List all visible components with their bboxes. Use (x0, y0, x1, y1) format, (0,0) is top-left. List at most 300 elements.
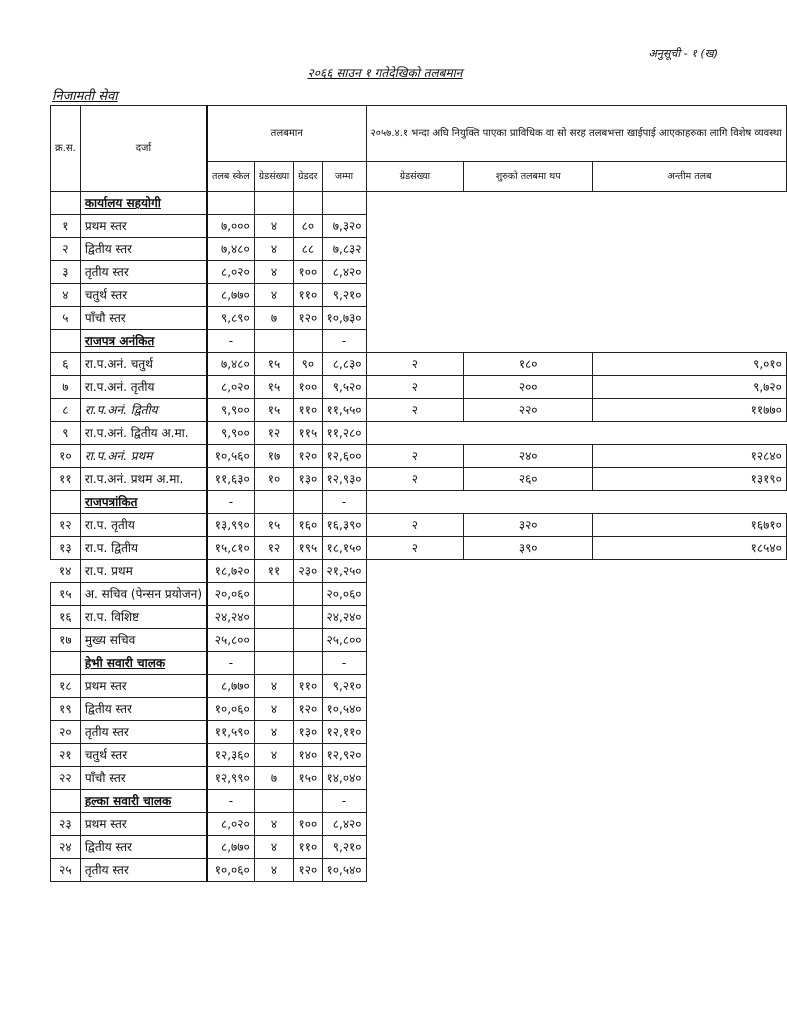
sp-add-cell: २४० (464, 445, 593, 468)
sp-final-cell: ९,०१० (593, 353, 787, 376)
scale-cell: ८,७७० (207, 836, 254, 859)
sn-cell: १४ (58, 564, 72, 578)
scale-cell: ८,७७० (207, 284, 254, 307)
empty-cell (366, 721, 464, 744)
scale-cell: - (207, 491, 254, 514)
empty-cell (366, 606, 464, 629)
empty-cell (464, 560, 593, 583)
section-row (51, 652, 787, 675)
grade-count-cell: ७ (254, 767, 293, 790)
sp-final-cell: ९,७२० (593, 376, 787, 399)
empty-cell (464, 422, 593, 445)
rank-cell: प्रथम स्तर (80, 675, 207, 698)
grade-count-cell: ४ (254, 215, 293, 238)
empty-cell (464, 836, 593, 859)
total-cell: ८,४२० (322, 261, 366, 284)
grade-count-cell: ४ (254, 698, 293, 721)
table-row (51, 284, 787, 307)
empty-cell (593, 215, 787, 238)
sn-cell: १८ (51, 675, 81, 698)
scale-cell: १८,७२० (207, 560, 254, 583)
scale-cell: ७,४८० (207, 353, 254, 376)
grade-rate-cell: १२० (294, 445, 322, 468)
empty-cell (366, 767, 464, 790)
scale-cell: २०,०६० (207, 583, 254, 606)
empty-cell (464, 261, 593, 284)
empty-cell (366, 813, 464, 836)
scale-cell: १५,८१० (207, 537, 254, 560)
grade-rate-cell: १२० (294, 307, 322, 330)
rank-cell: रा.प.अनं. द्वितीय अ.मा. (80, 422, 207, 445)
sn-cell: ६ (51, 353, 81, 376)
grade-rate-cell: १६० (294, 514, 322, 537)
total-cell: ९,२१० (322, 675, 366, 698)
grade-count-cell: ४ (254, 238, 293, 261)
table-row (51, 422, 787, 445)
rank-cell: रा.प.अनं. चतुर्थ (80, 353, 207, 376)
rank-cell: द्वितीय स्तर (80, 836, 207, 859)
sn-cell (51, 192, 81, 215)
empty-cell (464, 606, 593, 629)
empty-cell (593, 836, 787, 859)
annex-label: अनुसूची - १ (ख) (648, 47, 718, 60)
table-row (51, 698, 787, 721)
sp-grade-count-cell: २ (366, 399, 464, 422)
table-row (51, 215, 787, 238)
total-cell: ८,८३० (322, 353, 366, 376)
table-row (51, 376, 787, 399)
empty-cell (593, 560, 787, 583)
grade-count-cell (254, 629, 293, 652)
empty-cell (593, 330, 787, 353)
salary-table (50, 105, 787, 882)
empty-cell (593, 652, 787, 675)
table-row (51, 468, 787, 491)
section-title-cell (80, 652, 207, 675)
empty-cell (366, 284, 464, 307)
sp-add-cell: २६० (464, 468, 593, 491)
section-title-cell (80, 330, 207, 353)
grade-rate-cell (294, 629, 322, 652)
section-row (51, 330, 787, 353)
table-row (51, 813, 787, 836)
sn-cell: १३ (51, 537, 81, 560)
grade-count-cell: १२ (254, 422, 293, 445)
empty-cell (593, 606, 787, 629)
total-cell: १८,१५० (322, 537, 366, 560)
scale-cell: ७,००० (207, 215, 254, 238)
sp-final-cell: ११७७० (593, 399, 787, 422)
rank-cell: अ. सचिव (पेन्सन प्रयोजन) (80, 583, 207, 606)
sn-cell (51, 491, 81, 514)
scale-cell: ८,७७० (207, 675, 254, 698)
empty-cell (593, 790, 787, 813)
header-sp-grade-count: ग्रेडसंख्या (366, 162, 464, 192)
sp-add-cell: १८० (464, 353, 593, 376)
section-title: हेभी सवारी चालक (84, 656, 166, 670)
sn-cell: २२ (51, 767, 81, 790)
grade-count-cell: १५ (254, 353, 293, 376)
scale-cell: १०,५६० (207, 445, 254, 468)
grade-count-cell: ४ (254, 813, 293, 836)
scale-cell: - (207, 330, 254, 353)
empty-cell (366, 583, 464, 606)
rank-cell: द्वितीय स्तर (80, 238, 207, 261)
grade-rate-cell: ८८ (294, 238, 322, 261)
empty-cell (593, 583, 787, 606)
service-heading: निजामती सेवा (52, 89, 118, 104)
scale-cell: ९,९०० (207, 399, 254, 422)
sn-cell: २५ (51, 859, 81, 882)
sn-cell: ७ (51, 376, 81, 399)
scale-cell: ८,०२० (207, 261, 254, 284)
grade-count-cell: ४ (254, 721, 293, 744)
empty-cell (464, 284, 593, 307)
sn-cell: २० (51, 721, 81, 744)
sn-cell: ११ (51, 468, 81, 491)
empty-cell (593, 307, 787, 330)
section-row (51, 790, 787, 813)
header-salary-group: तलबमान (207, 106, 366, 162)
sn-cell: १२ (51, 514, 81, 537)
total-cell: ९,५२० (322, 376, 366, 399)
sn-cell: १७ (51, 629, 81, 652)
sn-cell (51, 790, 81, 813)
empty-cell (593, 491, 787, 514)
rank-cell: रा.प. विशिष्ट (80, 606, 207, 629)
empty-cell (593, 422, 787, 445)
grade-count-cell: ४ (254, 284, 293, 307)
table-row (51, 836, 787, 859)
total-cell (322, 192, 366, 215)
header-total: जम्मा (322, 162, 366, 192)
total-cell: ९,२१० (322, 836, 366, 859)
sp-final-cell: १६७१० (593, 514, 787, 537)
grade-count-cell: ४ (254, 744, 293, 767)
grade-rate-cell: १४० (294, 744, 322, 767)
sn-cell: १६ (51, 606, 81, 629)
header-rank: दर्जा (80, 106, 207, 192)
section-row (51, 491, 787, 514)
empty-cell (366, 744, 464, 767)
empty-cell (464, 192, 593, 215)
empty-cell (593, 675, 787, 698)
total-cell: १४,०४० (322, 767, 366, 790)
scale-cell: २४,२४० (207, 606, 254, 629)
total-cell: २४,२४० (322, 606, 366, 629)
scale-cell (207, 192, 254, 215)
header-sp-add: शुरुको तलबमा थप (464, 162, 593, 192)
grade-count-cell: १२ (254, 537, 293, 560)
scale-cell: ९,८९० (207, 307, 254, 330)
empty-cell (464, 215, 593, 238)
total-cell: २५,८०० (322, 629, 366, 652)
empty-cell (366, 307, 464, 330)
sn-cell: १५ (51, 583, 81, 606)
empty-cell (464, 859, 593, 882)
scale-cell: १०,०६० (207, 698, 254, 721)
table-row (51, 399, 787, 422)
grade-count-cell: ४ (254, 836, 293, 859)
sn-cell: १ (51, 215, 81, 238)
total-cell: १६,३९० (322, 514, 366, 537)
grade-count-cell (254, 790, 293, 813)
grade-rate-cell: ११५ (294, 422, 322, 445)
grade-rate-cell: ११० (294, 284, 322, 307)
section-title: हल्का सवारी चालक (84, 794, 172, 808)
sn-cell: २१ (51, 744, 81, 767)
grade-rate-cell: ११० (294, 836, 322, 859)
empty-cell (464, 698, 593, 721)
grade-count-cell (254, 192, 293, 215)
empty-cell (593, 629, 787, 652)
grade-count-cell: ११ (254, 560, 293, 583)
document-title: २०६६ साउन १ गतेदेखिको तलबमान (307, 66, 463, 80)
grade-rate-cell: १३० (294, 468, 322, 491)
sn-cell: २४ (51, 836, 81, 859)
scale-cell: - (207, 652, 254, 675)
sn-cell (51, 330, 81, 353)
sn-cell: २३ (51, 813, 81, 836)
rank-cell: प्रथम स्तर (80, 215, 207, 238)
grade-rate-cell: ११० (294, 399, 322, 422)
sn-cell: १९ (51, 698, 81, 721)
grade-rate-cell: १२० (294, 859, 322, 882)
rank-cell: चतुर्थ स्तर (80, 744, 207, 767)
scale-cell: १३,९९० (207, 514, 254, 537)
empty-cell (593, 767, 787, 790)
grade-rate-cell (294, 583, 322, 606)
rank-cell: रा.प. तृतीय (80, 514, 207, 537)
table-row (51, 261, 787, 284)
rank-cell: मुख्य सचिव (80, 629, 207, 652)
sp-grade-count-cell: २ (366, 537, 464, 560)
table-row (51, 767, 787, 790)
grade-rate-cell: १०० (294, 261, 322, 284)
rank-cell: तृतीय स्तर (80, 261, 207, 284)
table-row (51, 606, 787, 629)
sn-cell: ८ (51, 399, 81, 422)
header-grade-rate: ग्रेडदर (294, 162, 322, 192)
sp-add-cell: ३२० (464, 514, 593, 537)
table-row (51, 560, 787, 583)
scale-cell: १०,०६० (207, 859, 254, 882)
table-row (51, 629, 787, 652)
empty-cell (366, 652, 464, 675)
total-cell: - (322, 491, 366, 514)
grade-count-cell: ४ (254, 859, 293, 882)
sp-grade-count-cell: २ (366, 353, 464, 376)
sp-final-cell: १३१९० (593, 468, 787, 491)
grade-count-cell: १७ (254, 445, 293, 468)
empty-cell (464, 652, 593, 675)
total-cell: - (322, 790, 366, 813)
sn-cell: २ (51, 238, 81, 261)
scale-cell: १२,९९० (207, 767, 254, 790)
sp-add-cell: ३९० (464, 537, 593, 560)
empty-cell (366, 560, 464, 583)
rank-cell: पाँचौ स्तर (80, 767, 207, 790)
total-cell: १२,११० (322, 721, 366, 744)
total-cell: २०,०६० (322, 583, 366, 606)
scale-cell: ११,६३० (207, 468, 254, 491)
rank-cell: चतुर्थ स्तर (80, 284, 207, 307)
total-cell: १२,६०० (322, 445, 366, 468)
empty-cell (366, 330, 464, 353)
empty-cell (366, 215, 464, 238)
empty-cell (366, 836, 464, 859)
section-title: राजपत्र अनंकित (84, 334, 155, 348)
sn-cell (51, 652, 81, 675)
grade-count-cell: १५ (254, 376, 293, 399)
grade-rate-cell: १९५ (294, 537, 322, 560)
grade-rate-cell: २३० (294, 560, 322, 583)
scale-cell: - (207, 790, 254, 813)
scale-cell: ११,५९० (207, 721, 254, 744)
section-title-cell (80, 491, 207, 514)
empty-cell (593, 698, 787, 721)
empty-cell (366, 675, 464, 698)
empty-cell (593, 238, 787, 261)
sp-final-cell: १८५४० (593, 537, 787, 560)
grade-count-cell: १५ (254, 399, 293, 422)
empty-cell (464, 583, 593, 606)
empty-cell (464, 744, 593, 767)
grade-rate-cell (294, 491, 322, 514)
empty-cell (593, 744, 787, 767)
rank-cell: रा.प.अनं. प्रथम अ.मा. (80, 468, 207, 491)
section-row (51, 192, 787, 215)
empty-cell (366, 859, 464, 882)
sp-grade-count-cell: २ (366, 445, 464, 468)
empty-cell (464, 330, 593, 353)
sn-cell: ९ (51, 422, 81, 445)
sp-grade-count-cell: २ (366, 514, 464, 537)
table-row (51, 353, 787, 376)
section-title: कार्यालय सहयोगी (84, 196, 161, 210)
table-row (51, 675, 787, 698)
empty-cell (464, 307, 593, 330)
empty-cell (366, 698, 464, 721)
header-sn: क्र.स. (51, 106, 81, 192)
total-cell: - (322, 652, 366, 675)
scale-cell: ९,९०० (207, 422, 254, 445)
header-special-group: २०५७.४.१ भन्दा अघि नियुक्ति पाएका प्राविधिक वा सो सरह तलबभत्ता खाईपाई आएकाहरुका लागि विशेष व्यवस्था (366, 106, 786, 162)
grade-rate-cell: १२० (294, 698, 322, 721)
grade-rate-cell (294, 192, 322, 215)
empty-cell (464, 491, 593, 514)
rank-cell: रा.प. द्वितीय (80, 537, 207, 560)
scale-cell: ७,४८० (207, 238, 254, 261)
empty-cell (366, 422, 464, 445)
grade-rate-cell: १३० (294, 721, 322, 744)
table-row (51, 514, 787, 537)
empty-cell (366, 261, 464, 284)
empty-cell (593, 721, 787, 744)
rank-cell: रा.प. प्रथम (80, 560, 207, 583)
header-sp-final: अन्तीम तलब (593, 162, 787, 192)
total-cell: १०,७३० (322, 307, 366, 330)
scale-cell: ८,०२० (207, 813, 254, 836)
section-title-cell (80, 790, 207, 813)
empty-cell (464, 629, 593, 652)
grade-rate-cell (294, 790, 322, 813)
grade-rate-cell: ११० (294, 675, 322, 698)
grade-count-cell (254, 606, 293, 629)
section-title: राजपत्रांकित (84, 495, 138, 509)
grade-count-cell: ७ (254, 307, 293, 330)
total-cell: १२,९२० (322, 744, 366, 767)
rank-cell: प्रथम स्तर (80, 813, 207, 836)
header-grade-count: ग्रेडसंख्या (254, 162, 293, 192)
empty-cell (464, 238, 593, 261)
empty-cell (366, 790, 464, 813)
empty-cell (366, 491, 464, 514)
table-row (51, 859, 787, 882)
total-cell: ७,८३२ (322, 238, 366, 261)
grade-count-cell: ४ (254, 675, 293, 698)
empty-cell (593, 284, 787, 307)
table-row (51, 445, 787, 468)
empty-cell (593, 261, 787, 284)
grade-rate-cell: १०० (294, 813, 322, 836)
empty-cell (464, 790, 593, 813)
sn-cell: ५ (51, 307, 81, 330)
sp-add-cell: २२० (464, 399, 593, 422)
grade-count-cell: १५ (254, 514, 293, 537)
grade-count-cell (254, 491, 293, 514)
scale-cell: २५,८०० (207, 629, 254, 652)
empty-cell (464, 675, 593, 698)
total-cell: ८,४२० (322, 813, 366, 836)
total-cell: ११,२८० (322, 422, 366, 445)
total-cell: ९,२१० (322, 284, 366, 307)
table-row (51, 721, 787, 744)
grade-count-cell (254, 583, 293, 606)
rank-cell: रा.प.अनं. प्रथम (80, 445, 207, 468)
table-row (51, 307, 787, 330)
grade-count-cell: ४ (254, 261, 293, 284)
empty-cell (464, 767, 593, 790)
salary-rows (51, 192, 787, 882)
table-row (51, 537, 787, 560)
rank-cell: तृतीय स्तर (80, 859, 207, 882)
sn-cell: १० (51, 445, 81, 468)
grade-count-cell (254, 330, 293, 353)
sp-grade-count-cell: २ (366, 376, 464, 399)
sp-final-cell: १२८४० (593, 445, 787, 468)
empty-cell (593, 813, 787, 836)
empty-cell (464, 813, 593, 836)
total-cell: २१,२५० (322, 560, 366, 583)
empty-cell (593, 192, 787, 215)
sp-add-cell: २०० (464, 376, 593, 399)
table-row (51, 744, 787, 767)
grade-rate-cell (294, 606, 322, 629)
total-cell: १०,५४० (322, 698, 366, 721)
empty-cell (593, 859, 787, 882)
total-cell: ७,३२० (322, 215, 366, 238)
table-row (51, 238, 787, 261)
rank-cell: तृतीय स्तर (80, 721, 207, 744)
sp-grade-count-cell: २ (366, 468, 464, 491)
sn-cell: ४ (51, 284, 81, 307)
rank-cell: रा.प.अनं. द्वितीय (80, 399, 207, 422)
total-cell: १०,५४० (322, 859, 366, 882)
header-scale: तलब स्केल (207, 162, 254, 192)
scale-cell: ८,०२० (207, 376, 254, 399)
grade-count-cell (254, 652, 293, 675)
